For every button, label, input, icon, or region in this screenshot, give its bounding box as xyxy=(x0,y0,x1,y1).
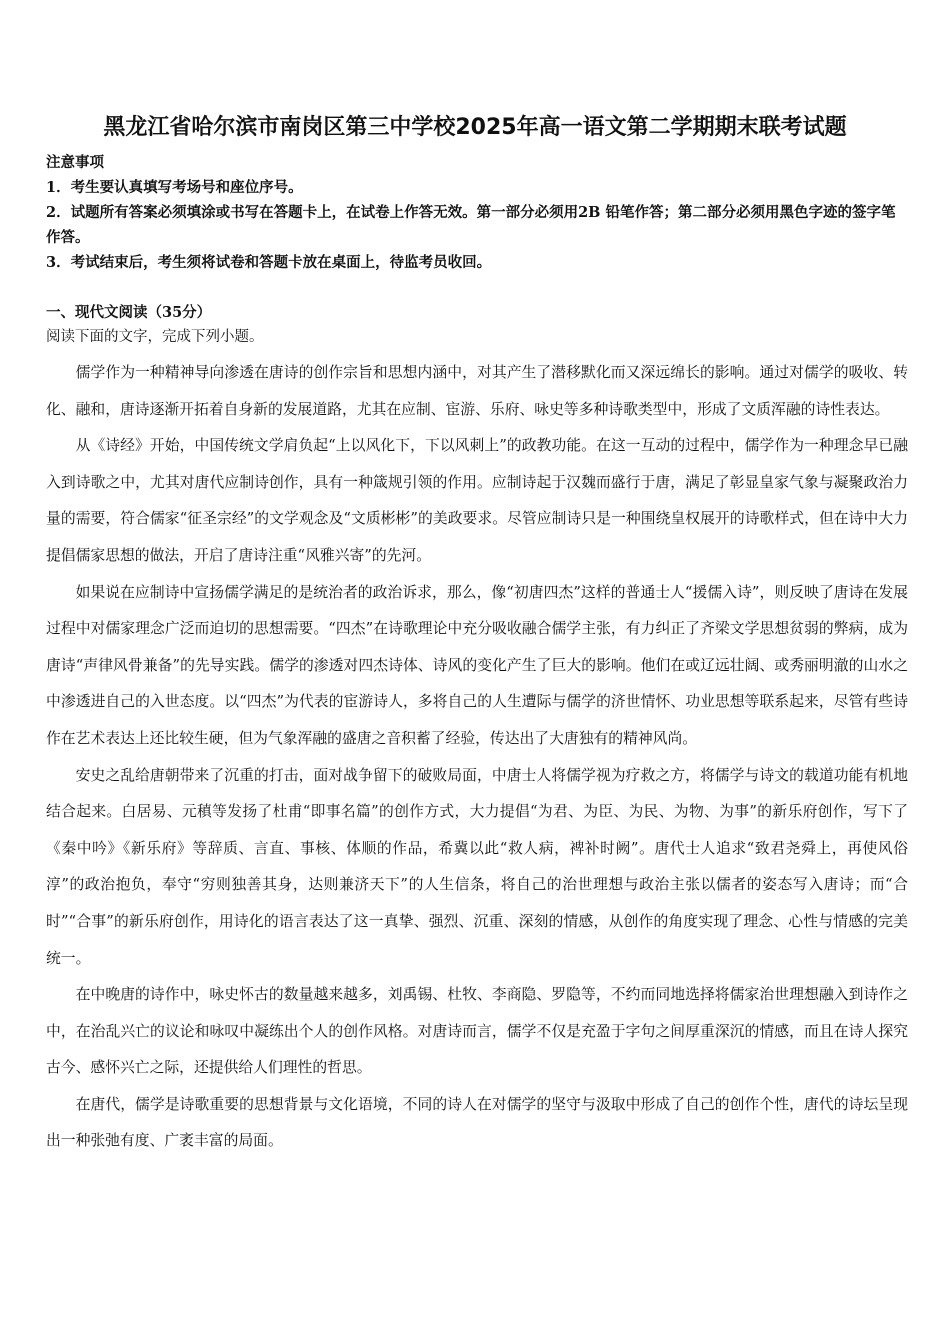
passage-paragraph: 儒学作为一种精神导向渗透在唐诗的创作宗旨和思想内涵中，对其产生了潜移默化而又深远绵长的影响。通过对儒学的吸收、转化、融和，唐诗逐渐开拓着自身新的发展道路，尤其在应制、宦游、乐府、咏史等多种诗歌类型中，形成了文质浑融的诗性表达。 xyxy=(46,364,908,418)
notice-item: 2．试题所有答案必须填涂或书写在答题卡上，在试卷上作答无效。第一部分必须用2B 铅笔作答；第二部分必须用黑色字迹的签字笔作答。 xyxy=(46,204,896,246)
section-header xyxy=(46,300,908,350)
passage-paragraph: 在中晚唐的诗作中，咏史怀古的数量越来越多，刘禹锡、杜牧、李商隐、罗隐等，不约而同地选择将儒家治世理想融入到诗作之中，在治乱兴亡的议论和咏叹中凝练出个人的创作风格。对唐诗而言，儒学不仅是充盈于字句之间厚重深沉的情感，而且在诗人探究古今、感怀兴亡之际，还提供给人们理性的哲思。 xyxy=(46,986,908,1077)
section-heading: 一、现代文阅读（35分） xyxy=(46,304,212,321)
notice-block xyxy=(46,150,908,275)
passage-paragraph: 如果说在应制诗中宣扬儒学满足的是统治者的政治诉求，那么，像“初唐四杰”这样的普通士人“援儒入诗”，则反映了唐诗在发展过程中对儒家理念广泛而迫切的思想需要。“四杰”在诗歌理论中充分吸收融合儒学主张，有力纠正了齐梁文学思想贫弱的弊病，成为唐诗“声律风骨兼备”的先导实践。儒学的渗透对四杰诗体、诗风的变化产生了巨大的影响。他们在或辽远壮阔、或秀丽明澈的山水之中渗透进自己的入世态度。以“四杰”为代表的宦游诗人，多将自己的人生遭际与儒学的济世情怀、功业思想等联系起来，尽管有些诗作在艺术表达上还比较生硬，但为气象浑融的盛唐之音积蓄了经验，传达出了大唐独有的精神风尚。 xyxy=(46,583,908,747)
reading-passage xyxy=(46,355,908,1160)
passage-paragraph: 安史之乱给唐朝带来了沉重的打击，面对战争留下的破败局面，中唐士人将儒学视为疗救之方，将儒学与诗文的载道功能有机地结合起来。白居易、元稹等发扬了杜甫“即事名篇”的创作方式，大力提倡“为君、为臣、为民、为物、为事”的新乐府创作，写下了《秦中吟》《新乐府》等辞质、言直、事核、体顺的作品，希冀以此“救人病，裨补时阙”。唐代士人追求“致君尧舜上，再使风俗淳”的政治抱负，奉守“穷则独善其身，达则兼济天下”的人生信条，将自己的治世理想与政治主张以儒者的姿态写入唐诗；而“合时”“合事”的新乐府创作，用诗化的语言表达了这一真挚、强烈、沉重、深刻的情感，从创作的角度实现了理念、心性与情感的完美统一。 xyxy=(46,766,908,967)
passage-paragraph: 从《诗经》开始，中国传统文学肩负起“上以风化下，下以风刺上”的政教功能。在这一互动的过程中，儒学作为一种理念早已融入到诗歌之中，尤其对唐代应制诗创作，具有一种箴规引领的作用。应制诗起于汉魏而盛行于唐，满足了彰显皇家气象与凝聚政治力量的需要，符合儒家“征圣宗经”的文学观念及“文质彬彬”的美政要求。尽管应制诗只是一种围绕皇权展开的诗歌样式，但在诗中大力提倡儒家思想的做法，开启了唐诗注重“风雅兴寄”的先河。 xyxy=(46,437,908,564)
section-intro: 阅读下面的文字，完成下列小题。 xyxy=(46,329,264,345)
notice-item: 3．考试结束后，考生须将试卷和答题卡放在桌面上，待监考员收回。 xyxy=(46,254,492,271)
notice-item: 1．考生要认真填写考场号和座位序号。 xyxy=(46,179,303,196)
exam-title: 黑龙江省哈尔滨市南岗区第三中学校2025年高一语文第二学期期末联考试题 xyxy=(103,115,847,140)
notice-heading: 注意事项 xyxy=(46,154,104,171)
passage-paragraph: 在唐代，儒学是诗歌重要的思想背景与文化语境，不同的诗人在对儒学的坚守与汲取中形成了自己的创作个性，唐代的诗坛呈现出一种张弛有度、广袤丰富的局面。 xyxy=(46,1095,908,1150)
